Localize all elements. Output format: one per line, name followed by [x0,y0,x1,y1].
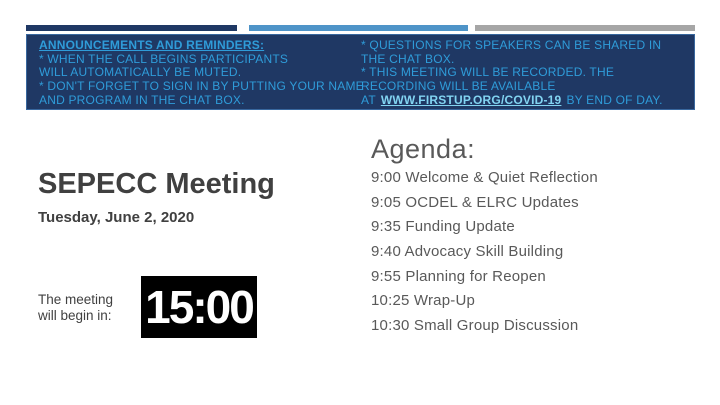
covid19-url-link[interactable]: WWW.FIRSTUP.ORG/COVID-19 [380,92,562,107]
countdown-time-value: 15:00 [145,281,253,333]
accent-bar-navy [26,25,237,31]
countdown-label [38,292,113,324]
banner-line: * QUESTIONS FOR SPEAKERS CAN BE SHARED IN [361,38,662,52]
countdown-label-line2: will begin in: [38,308,112,323]
accent-bar-blue [249,25,468,31]
countdown-label-line1: The meeting [38,292,114,307]
agenda-item: 9:05 OCDEL & ELRC Updates [371,193,579,211]
banner-line: * DON'T FORGET TO SIGN IN BY PUTTING YOUR NAME [39,79,364,94]
banner-right-column [361,39,663,108]
banner-link-line [361,94,663,108]
meeting-date: Tuesday, June 2, 2020 [38,209,195,226]
agenda-item: 9:00 Welcome & Quiet Reflection [371,169,598,186]
banner-line: RECORDING WILL BE AVAILABLE [361,79,556,94]
banner-heading: ANNOUNCEMENTS AND REMINDERS: [39,38,265,52]
link-prefix: AT [361,92,376,107]
accent-bar-gray [475,25,695,31]
banner-line: AND PROGRAM IN THE CHAT BOX. [39,92,245,107]
meeting-title: SEPECC Meeting [38,168,275,200]
agenda-list [371,166,598,339]
agenda-item: 9:40 Advocacy Skill Building [371,243,564,261]
link-suffix: BY END OF DAY. [566,92,663,107]
announcements-banner [26,34,695,110]
agenda-item: 9:35 Funding Update [371,218,515,236]
banner-line: * THIS MEETING WILL BE RECORDED. THE [361,65,615,80]
agenda-item: 10:30 Small Group Discussion [371,317,579,335]
banner-line: WILL AUTOMATICALLY BE MUTED. [39,65,242,80]
countdown-timer [141,276,257,338]
banner-line: THE CHAT BOX. [361,51,455,66]
agenda-item: 9:55 Planning for Reopen [371,267,546,285]
banner-line: * WHEN THE CALL BEGINS PARTICIPANTS [39,51,289,66]
agenda-item: 10:25 Wrap-Up [371,292,476,310]
banner-left-column [39,39,364,108]
agenda-heading: Agenda: [371,134,476,164]
